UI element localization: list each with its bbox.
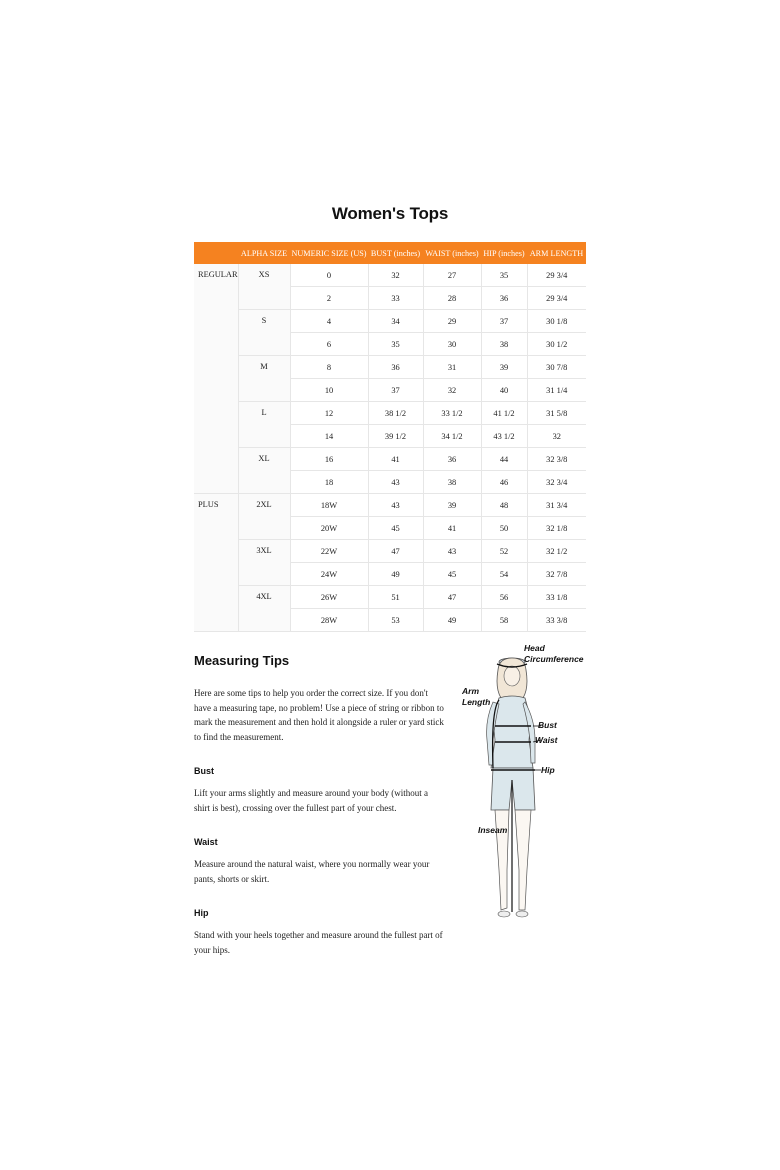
numeric-size-cell: 24W — [290, 563, 368, 586]
numeric-size-cell: 18 — [290, 471, 368, 494]
column-header-hip: HIP (inches) — [481, 242, 527, 264]
alpha-size-cell: L — [238, 402, 290, 448]
waist-heading: Waist — [194, 837, 218, 847]
hip-cell: 50 — [481, 517, 527, 540]
arm-length-cell: 30 7/8 — [527, 356, 586, 379]
bust-cell: 35 — [368, 333, 423, 356]
bust-cell: 33 — [368, 287, 423, 310]
hip-text: Stand with your heels together and measure around the fullest part of your hips. — [194, 930, 443, 955]
size-group-cell: REGULAR — [194, 264, 238, 494]
bust-cell: 51 — [368, 586, 423, 609]
arm-length-cell: 31 1/4 — [527, 379, 586, 402]
bust-text: Lift your arms slightly and measure around your body (without a shirt is best), crossing over the fullest part of your chest. — [194, 788, 428, 813]
hip-cell: 54 — [481, 563, 527, 586]
bust-cell: 36 — [368, 356, 423, 379]
bust-cell: 37 — [368, 379, 423, 402]
column-header-numeric-size: NUMERIC SIZE (US) — [290, 242, 368, 264]
arm-length-cell: 29 3/4 — [527, 287, 586, 310]
arm-length-cell: 33 1/8 — [527, 586, 586, 609]
head-circumference-text: Head Circumference — [524, 643, 584, 664]
bust-cell: 45 — [368, 517, 423, 540]
alpha-size-cell: 3XL — [238, 540, 290, 586]
bust-cell: 34 — [368, 310, 423, 333]
hip-cell: 38 — [481, 333, 527, 356]
hip-cell: 36 — [481, 287, 527, 310]
waist-cell: 38 — [423, 471, 481, 494]
arm-length-cell: 31 5/8 — [527, 402, 586, 425]
arm-length-cell: 29 3/4 — [527, 264, 586, 287]
column-header — [194, 242, 238, 264]
arm-length-label: Arm Length — [462, 686, 491, 707]
bust-cell: 49 — [368, 563, 423, 586]
page-title: Women's Tops — [331, 204, 449, 223]
bust-cell: 41 — [368, 448, 423, 471]
arm-length-cell: 31 3/4 — [527, 494, 586, 517]
figure-shorts — [491, 768, 535, 810]
inseam-label: Inseam — [478, 825, 508, 835]
waist-cell: 41 — [423, 517, 481, 540]
table-row — [194, 264, 586, 287]
arm-length-cell: 32 7/8 — [527, 563, 586, 586]
hip-cell: 35 — [481, 264, 527, 287]
waist-cell: 32 — [423, 379, 481, 402]
numeric-size-cell: 16 — [290, 448, 368, 471]
table-row — [194, 356, 586, 379]
hip-cell: 48 — [481, 494, 527, 517]
bust-cell: 47 — [368, 540, 423, 563]
numeric-size-cell: 14 — [290, 425, 368, 448]
waist-cell: 29 — [423, 310, 481, 333]
arm-length-cell: 32 1/2 — [527, 540, 586, 563]
bust-label: Bust — [538, 720, 557, 730]
bust-cell: 38 1/2 — [368, 402, 423, 425]
table-row — [194, 494, 586, 517]
table-row — [194, 448, 586, 471]
table-row — [194, 402, 586, 425]
waist-cell: 28 — [423, 287, 481, 310]
arm-length-cell: 32 3/4 — [527, 471, 586, 494]
numeric-size-cell: 12 — [290, 402, 368, 425]
figure-right-leg — [515, 810, 531, 910]
waist-cell: 34 1/2 — [423, 425, 481, 448]
column-header-alpha-size: ALPHA SIZE — [238, 242, 290, 264]
measuring-intro-text: Here are some tips to help you order the correct size. If you don't have a measuring tape, no problem! Use a piece of string or ribbon to mark the measurement and then hold it alongside a ruler or yard stick to find the measurement. — [194, 688, 444, 742]
bust-cell: 43 — [368, 471, 423, 494]
arm-length-cell: 32 — [527, 425, 586, 448]
figure-face — [504, 666, 520, 686]
bust-cell: 53 — [368, 609, 423, 632]
numeric-size-cell: 2 — [290, 287, 368, 310]
table-row — [194, 586, 586, 609]
hip-cell: 56 — [481, 586, 527, 609]
numeric-size-cell: 26W — [290, 586, 368, 609]
size-chart-body — [194, 264, 586, 632]
waist-cell: 39 — [423, 494, 481, 517]
numeric-size-cell: 28W — [290, 609, 368, 632]
bust-heading: Bust — [194, 766, 214, 776]
alpha-size-cell: 4XL — [238, 586, 290, 632]
figure-left-foot — [498, 911, 510, 917]
arm-length-cell: 30 1/8 — [527, 310, 586, 333]
hip-cell: 43 1/2 — [481, 425, 527, 448]
waist-text: Measure around the natural waist, where you normally wear your pants, shorts or skirt. — [194, 859, 430, 884]
bust-cell: 43 — [368, 494, 423, 517]
waist-label: Waist — [535, 735, 558, 745]
numeric-size-cell: 6 — [290, 333, 368, 356]
size-chart-table — [194, 242, 586, 632]
hip-cell: 39 — [481, 356, 527, 379]
arm-length-cell: 30 1/2 — [527, 333, 586, 356]
arm-length-cell: 33 3/8 — [527, 609, 586, 632]
waist-cell: 27 — [423, 264, 481, 287]
column-header-bust: BUST (inches) — [368, 242, 423, 264]
column-header-arm-length: ARM LENGTH — [527, 242, 586, 264]
hip-cell: 46 — [481, 471, 527, 494]
numeric-size-cell: 4 — [290, 310, 368, 333]
numeric-size-cell: 20W — [290, 517, 368, 540]
bust-cell: 39 1/2 — [368, 425, 423, 448]
table-row — [194, 310, 586, 333]
numeric-size-cell: 8 — [290, 356, 368, 379]
waist-cell: 33 1/2 — [423, 402, 481, 425]
alpha-size-cell: XS — [238, 264, 290, 310]
waist-cell: 31 — [423, 356, 481, 379]
hip-cell: 41 1/2 — [481, 402, 527, 425]
hip-cell: 52 — [481, 540, 527, 563]
size-group-cell: PLUS — [194, 494, 238, 632]
hip-cell: 40 — [481, 379, 527, 402]
waist-cell: 43 — [423, 540, 481, 563]
alpha-size-cell: XL — [238, 448, 290, 494]
waist-cell: 30 — [423, 333, 481, 356]
waist-cell: 36 — [423, 448, 481, 471]
waist-cell: 47 — [423, 586, 481, 609]
measurement-figure — [455, 640, 595, 930]
measuring-tips-heading: Measuring Tips — [194, 653, 290, 668]
hip-cell: 58 — [481, 609, 527, 632]
alpha-size-cell: 2XL — [238, 494, 290, 540]
waist-cell: 45 — [423, 563, 481, 586]
numeric-size-cell: 22W — [290, 540, 368, 563]
numeric-size-cell: 18W — [290, 494, 368, 517]
alpha-size-cell: S — [238, 310, 290, 356]
figure-right-foot — [516, 911, 528, 917]
hip-cell: 37 — [481, 310, 527, 333]
head-circumference-label — [524, 643, 586, 665]
table-header-row — [194, 242, 586, 264]
numeric-size-cell: 0 — [290, 264, 368, 287]
table-row — [194, 540, 586, 563]
arm-length-cell: 32 3/8 — [527, 448, 586, 471]
hip-heading: Hip — [194, 908, 209, 918]
hip-cell: 44 — [481, 448, 527, 471]
bust-cell: 32 — [368, 264, 423, 287]
numeric-size-cell: 10 — [290, 379, 368, 402]
column-header-waist: WAIST (inches) — [423, 242, 481, 264]
arm-length-cell: 32 1/8 — [527, 517, 586, 540]
waist-cell: 49 — [423, 609, 481, 632]
hip-label: Hip — [541, 765, 555, 775]
alpha-size-cell: M — [238, 356, 290, 402]
